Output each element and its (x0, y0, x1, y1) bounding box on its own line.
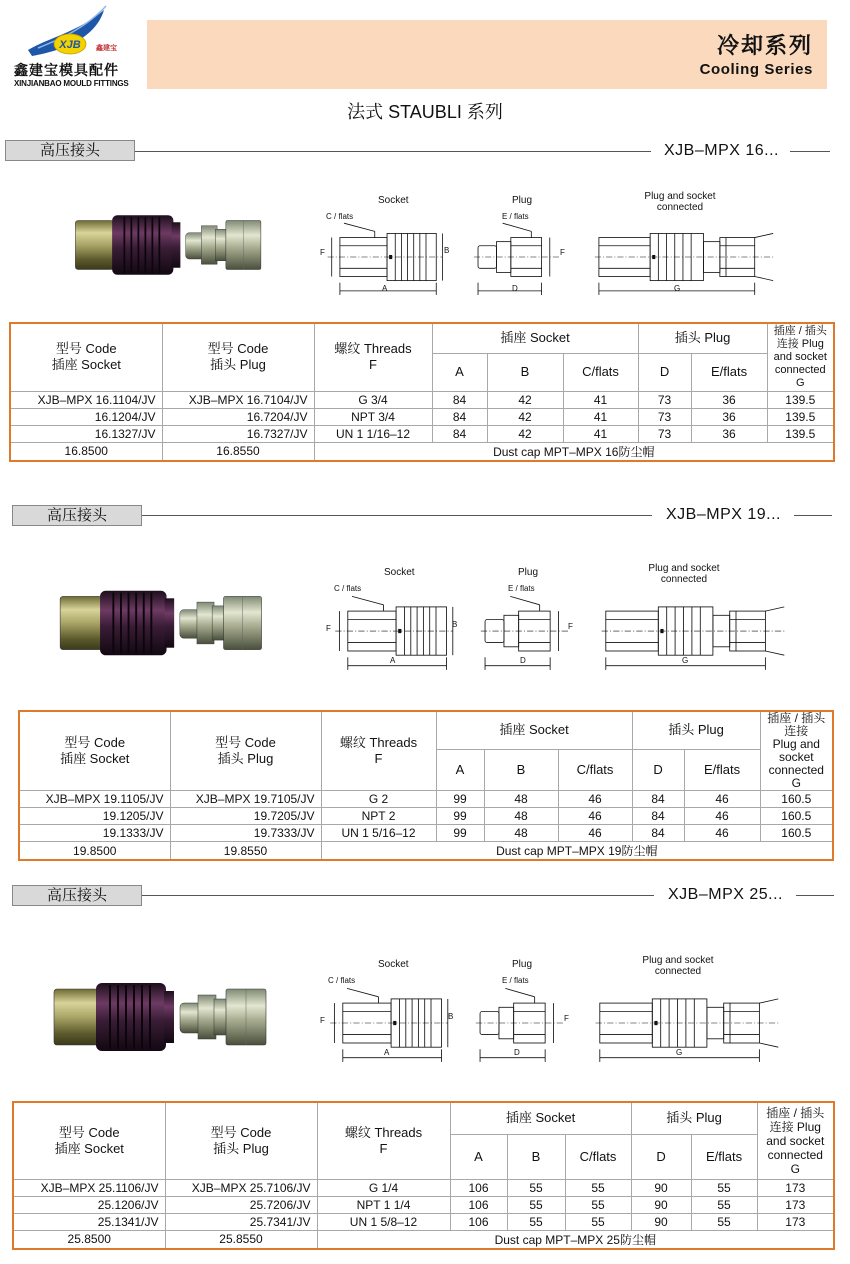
section-tab: 高压接头 (12, 505, 142, 526)
table-row: 16.1327/JV 16.7327/JV UN 1 1/16–12 84 42 41 73 36 139.5 (10, 425, 834, 442)
label-F: F (560, 248, 565, 257)
label-G: G (676, 1048, 683, 1057)
label-A: A (382, 284, 388, 293)
table-row: 25.1341/JV 25.7341/JV UN 1 5/8–12 106 55 55 90 55 173 (13, 1213, 834, 1230)
spec-table (18, 710, 834, 861)
header-threads: 螺纹 Threads F (317, 1102, 450, 1179)
plug-drawing (468, 215, 568, 297)
label-D: D (512, 284, 518, 293)
section-model: XJB–MPX 16... (664, 142, 779, 159)
section-rule (796, 895, 834, 896)
header-socket-group: 插座 Socket (432, 323, 638, 353)
spec-table (12, 1101, 835, 1250)
section-model: XJB–MPX 19... (666, 506, 781, 523)
header-code-socket: 型号 Code 插座 Socket (19, 711, 170, 791)
label-e-flats: E / flats (502, 212, 529, 221)
label-B: B (444, 246, 450, 255)
label-connected: Plug and socket connected (644, 191, 716, 213)
label-D: D (514, 1048, 520, 1057)
header-A: A (432, 353, 487, 391)
label-F: F (564, 1014, 569, 1023)
banner-title-cn: 冷却系列 (716, 33, 813, 58)
logo-badge-text: XJB (59, 39, 81, 51)
label-c-flats: C / flats (334, 584, 362, 593)
header-B: B (507, 1134, 565, 1179)
header-threads: 螺纹 Threads F (321, 711, 436, 791)
label-D: D (520, 656, 526, 665)
header-E: E/flats (684, 749, 760, 790)
section-rule (790, 151, 830, 152)
header-E: E/flats (691, 353, 767, 391)
header-code-plug: 型号 Code 插头 Plug (170, 711, 321, 791)
section-model: XJB–MPX 25... (668, 886, 783, 903)
header-B: B (487, 353, 563, 391)
plug-drawing (468, 980, 574, 1064)
header-code-plug: 型号 Code 插头 Plug (165, 1102, 317, 1179)
label-F: F (326, 624, 331, 633)
header-D: D (638, 353, 691, 391)
logo-name-cn: 鑫建宝模具配件 (14, 62, 119, 78)
header-threads: 螺纹 Threads F (314, 323, 432, 391)
label-c-flats: C / flats (326, 212, 354, 221)
header-B: B (484, 749, 558, 790)
label-G: G (674, 284, 681, 293)
section-rule (142, 895, 654, 896)
label-F: F (320, 1016, 325, 1025)
table-row: XJB–MPX 16.1104/JV XJB–MPX 16.7104/JV G 3/4 84 42 41 73 36 139.5 (10, 391, 834, 408)
label-B: B (452, 620, 458, 629)
banner-title-en: Cooling Series (699, 61, 813, 78)
header-D: D (632, 749, 684, 790)
label-connected: Plug and socket connected (642, 955, 714, 977)
label-plug: Plug (512, 195, 533, 206)
table-row: 16.1204/JV 16.7204/JV NPT 3/4 84 42 41 73 36 139.5 (10, 408, 834, 425)
label-socket: Socket (378, 195, 409, 206)
header-code-plug: 型号 Code 插头 Plug (162, 323, 314, 391)
label-G: G (682, 656, 689, 665)
section-rule (794, 515, 832, 516)
page-subtitle: 法式 STAUBLI 系列 (347, 102, 503, 122)
label-c-flats: C / flats (328, 976, 356, 985)
header-D: D (631, 1134, 691, 1179)
label-e-flats: E / flats (508, 584, 535, 593)
label-socket: Socket (384, 567, 415, 578)
label-plug: Plug (512, 959, 533, 970)
header-C: C/flats (565, 1134, 631, 1179)
header-code-socket: 型号 Code 插座 Socket (10, 323, 162, 391)
section-tab: 高压接头 (12, 885, 142, 906)
section-tab: 高压接头 (5, 140, 135, 161)
connected-drawing (590, 980, 786, 1064)
table-row: 19.1333/JV 19.7333/JV UN 1 5/16–12 99 48 46 84 46 160.5 (19, 825, 833, 842)
label-socket: Socket (378, 959, 409, 970)
connected-drawing (590, 215, 780, 297)
dust-cap-row: 16.8500 16.8550 Dust cap MPT–MPX 16防尘帽 (10, 442, 834, 461)
header-connected: 插座 / 插头 连接 Plug and socket connected G (767, 323, 834, 391)
table-row: XJB–MPX 25.1106/JV XJB–MPX 25.7106/JV G 1/4 106 55 55 90 55 173 (13, 1179, 834, 1196)
section-rule (142, 515, 652, 516)
series-banner (147, 20, 827, 89)
label-F: F (320, 248, 325, 257)
label-e-flats: E / flats (502, 976, 529, 985)
header-connected: 插座 / 插头连接 Plug and socket connected G (760, 711, 833, 791)
header-plug-group: 插头 Plug (631, 1102, 757, 1134)
header-connected: 插座 / 插头 连接 Plug and socket connected G (757, 1102, 834, 1179)
header-E: E/flats (691, 1134, 757, 1179)
spec-table (9, 322, 835, 462)
logo-name-en: XINJIANBAO MOULD FITTINGS (14, 79, 129, 88)
dust-cap-row: 19.8500 19.8550 Dust cap MPT–MPX 19防尘帽 (19, 842, 833, 861)
product-photo (52, 975, 302, 1059)
product-photo (58, 585, 296, 661)
label-plug: Plug (518, 567, 539, 578)
table-row: 25.1206/JV 25.7206/JV NPT 1 1/4 106 55 55 90 55 173 (13, 1196, 834, 1213)
label-connected: Plug and socket connected (648, 563, 720, 585)
plug-drawing (474, 588, 578, 672)
header-C: C/flats (563, 353, 638, 391)
table-row: XJB–MPX 19.1105/JV XJB–MPX 19.7105/JV G 2 99 48 46 84 46 160.5 (19, 791, 833, 808)
table-row: 19.1205/JV 19.7205/JV NPT 2 99 48 46 84 46 160.5 (19, 808, 833, 825)
dust-cap-row: 25.8500 25.8550 Dust cap MPT–MPX 25防尘帽 (13, 1230, 834, 1249)
header-C: C/flats (558, 749, 632, 790)
label-A: A (384, 1048, 390, 1057)
product-photo (72, 210, 294, 280)
header-A: A (450, 1134, 507, 1179)
logo-badge-small: 鑫建宝 (96, 44, 117, 52)
header-code-socket: 型号 Code 插座 Socket (13, 1102, 165, 1179)
connected-drawing (596, 588, 792, 672)
label-B: B (448, 1012, 454, 1021)
section-rule (135, 151, 651, 152)
header-A: A (436, 749, 484, 790)
header-socket-group: 插座 Socket (450, 1102, 631, 1134)
header-socket-group: 插座 Socket (436, 711, 632, 749)
label-F: F (568, 622, 573, 631)
header-plug-group: 插头 Plug (638, 323, 767, 353)
header-plug-group: 插头 Plug (632, 711, 760, 749)
label-A: A (390, 656, 396, 665)
